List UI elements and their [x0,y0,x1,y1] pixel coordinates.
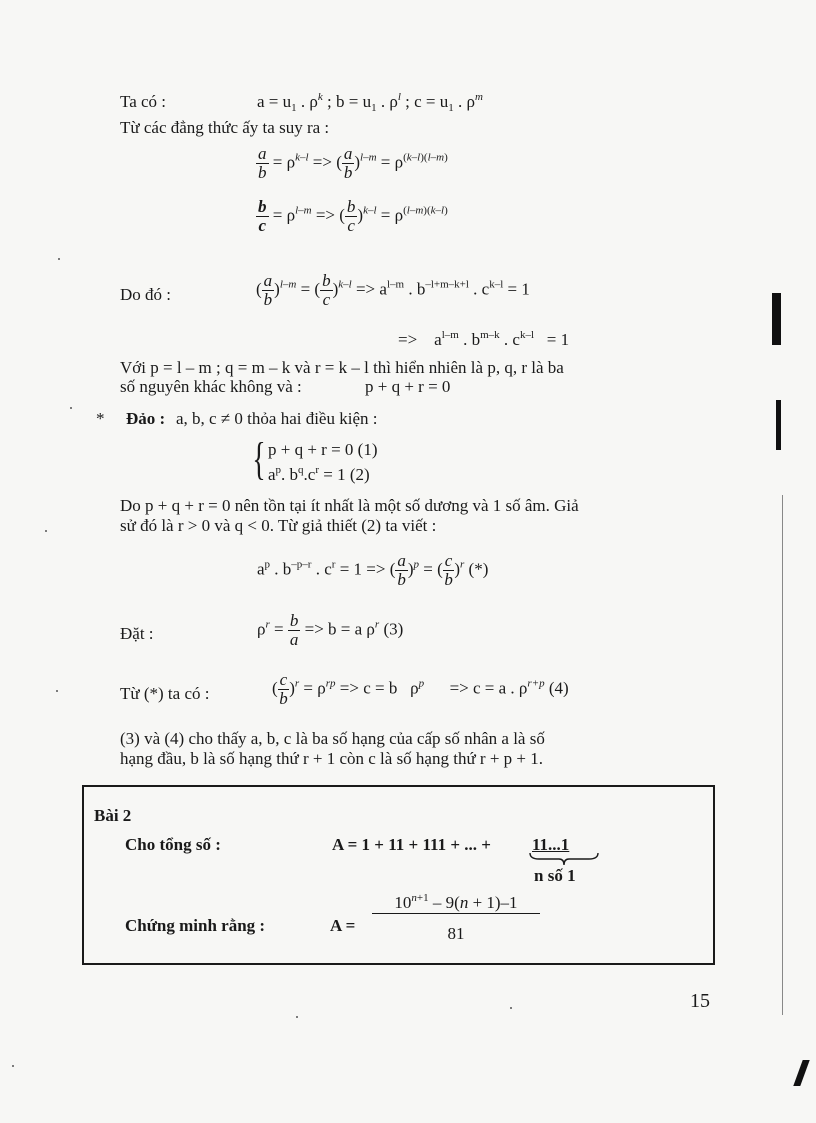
since-line-2: sử đó là r > 0 và q < 0. Từ giả thiết (2) ta viết : [120,516,437,535]
last-term-note: n số 1 [534,866,576,885]
formula-lhs: A = [330,916,356,935]
equation-dat: $\rho^r$ = $\frac{b}{a}$ => b = a $\rho^r$ (3) [257,611,404,649]
conclusion-line-2: hạng đầu, b là số hạng thứ r + 1 còn c là số hạng thứ r + p + 1. [120,749,543,768]
condition-2: $a^p$. $b^q.c^r = 1$ (2) [268,464,370,484]
since-line-1: Do p + q + r = 0 nên tồn tại ít nhất là một số dương và 1 số âm. Giả [120,496,579,515]
equation-do-do: ( $\frac{a}{b}$ )$^{l-m}$ = ( $\frac{b}{c}$ )$^{k-l} => a^{l-m}$ . $b^{-l+m-k+l}$ . $c^{k-l} = 1$ [256,271,530,309]
scan-mark [793,1060,809,1086]
equation-star: $a^p$ . $b^{-p-r}$ . $c^r = 1$ => ( $\frac{a}{b}$ )$^p$ = ( $\frac{c}{b}$ )$^r$ (*) [257,551,489,589]
last-term: 11...1 [532,835,570,854]
formula-denominator: 81 [447,924,465,943]
with-line-1: Với p = l – m ; q = m – k và r = k – l thì hiển nhiên là p, q, r là ba [120,358,564,377]
taco-equation: $a = u_1$ . $\rho^k$ ; $b = u_1$ . $\rho^l$ ; $c = u_1$ . $\rho^m$ [257,91,483,114]
scan-mark [776,400,781,450]
dat-label: Đặt : [120,624,154,643]
given-label: Cho tổng số : [125,835,221,854]
speck [56,690,58,692]
equation-do-do-2: => $a^{l-m}$ . $b^{m-k}$ . $c^{k-l} = 1$ [398,329,570,349]
suy-ra-text: Từ các đẳng thức ấy ta suy ra : [120,118,330,137]
dao-text: a, b, c ≠ 0 thỏa hai điều kiện : [176,409,378,428]
underbrace-icon [529,852,599,866]
speck [45,530,47,532]
speck [510,1007,512,1009]
system-brace: { [252,433,266,484]
condition-1: p + q + r = 0 (1) [268,440,378,459]
equation-b-over-c: $\frac{b}{c}$ = $\rho^{l-m}$ => ( $\frac{b}{c}$ )$^{k-l} = \rho^{(l-m)(k-l)}$ [258,197,448,235]
tu-label: Từ (*) ta có : [120,684,210,703]
equation-a-over-b: $\frac{a}{b}$ = $\rho^{k-l}$ => ( $\frac{a}{b}$ )$^{l-m} = \rho^{(k-l)(l-m)}$ [258,144,448,182]
scan-edge-line [782,495,783,1015]
speck [58,258,60,260]
sum-expression: A = 1 + 11 + 111 + ... + [332,835,491,854]
taco-label: Ta có : [120,92,167,111]
exercise-title: Bài 2 [94,806,132,825]
conclusion-line-1: (3) và (4) cho thấy a, b, c là ba số hạng của cấp số nhân a là số [120,729,545,748]
with-line-2: số nguyên khác không và : [120,377,302,396]
page-number: 15 [690,990,710,1012]
speck [70,407,72,409]
with-line-2-eq: p + q + r = 0 [365,377,451,396]
do-do-label: Do đó : [120,285,171,304]
bullet: * [96,409,105,428]
scan-mark [772,293,781,345]
prove-label: Chứng minh rằng : [125,916,266,935]
dao-label: Đảo : [126,409,166,428]
formula-numerator: $10^{n+1} - 9(n + 1)-1$ [372,893,540,914]
speck [296,1016,298,1018]
speck [12,1065,14,1067]
equation-tu: ( $\frac{c}{b}$ )$^r = \rho^{rp} => c = b$ $\rho^p$ => c = a . $\rho^{r+p}$ (4) [272,670,569,708]
